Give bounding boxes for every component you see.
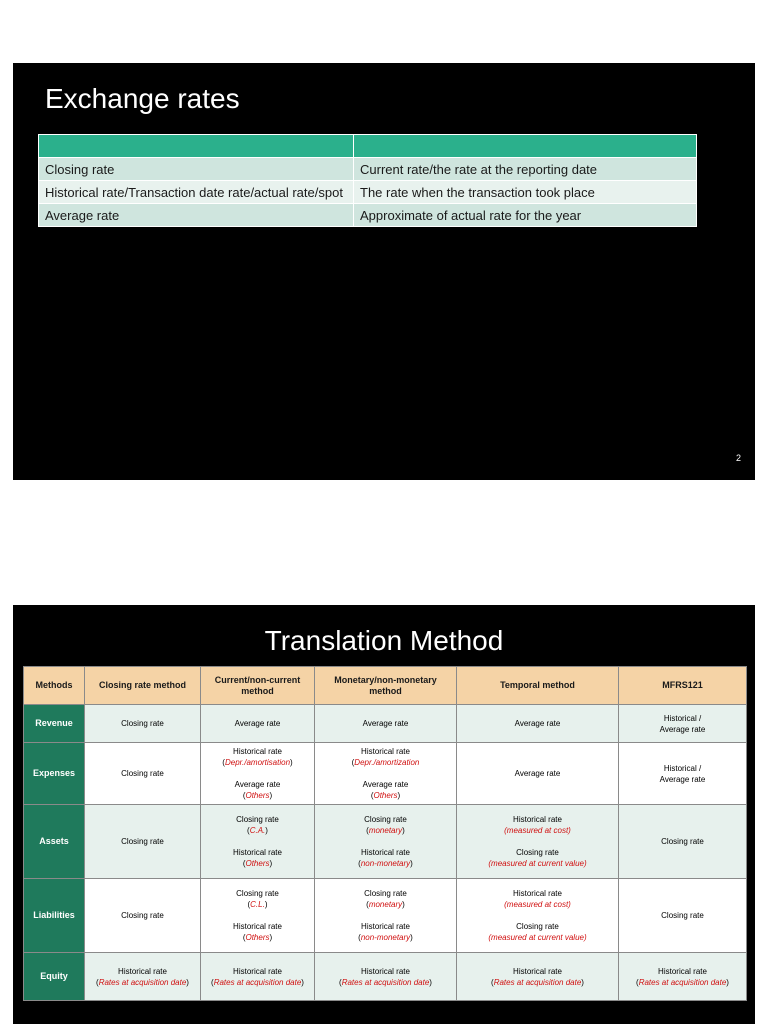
cell-current: Average rate [201,705,315,743]
cell-note: (Others) [242,859,273,868]
note-text: Depr./amortisation [224,758,291,767]
row-label: Expenses [24,743,85,805]
cell-note: (Rates at acquisition date) [211,977,304,987]
header-current-non-current-method: Current/non-current method [201,667,315,705]
cell-current [201,743,315,805]
cell-note: (Rates at acquisition date) [636,977,729,987]
header-cell [354,135,697,158]
note-text: Rates at acquisition date [493,977,582,987]
table-row [39,204,697,227]
header-methods: Methods [24,667,85,705]
cell-note: (monetary) [366,826,405,835]
row-label: Revenue [24,705,85,743]
cell-note: (Depr./amortization [351,758,420,767]
slide-title: Exchange rates [45,83,240,114]
cell-text: Closing rate [236,815,279,824]
slide-title: Translation Method [264,625,504,656]
cell-text: Historical rate [361,848,410,857]
cell-text: Average rate [659,774,706,784]
cell-current [201,953,315,1001]
note-text: Rates at acquisition date [341,977,430,987]
cell-temporal: Average rate [457,743,619,805]
cell-monetary [315,743,457,805]
row-label: Liabilities [24,879,85,953]
table-row-assets [24,805,747,879]
cell-text: Historical rate [233,922,282,931]
cell-text: Historical rate [513,889,562,898]
cell-note: (C.A.) [247,826,268,835]
cell-mfrs: Closing rate [619,879,747,953]
note-text: C.A. [249,826,266,835]
cell-note: (Others) [370,791,401,800]
cell-monetary [315,805,457,879]
table-row [39,181,697,204]
note-text: monetary [368,900,403,909]
cell-note: (Rates at acquisition date) [96,977,189,987]
note-text: Depr./amortization [354,758,420,767]
cell-temporal [457,805,619,879]
cell-mfrs [619,953,747,1001]
cell-monetary [315,879,457,953]
cell-temporal [457,953,619,1001]
cell-text: Closing rate [236,889,279,898]
table-row-revenue [24,705,747,743]
row-label: Assets [24,805,85,879]
cell-temporal [457,879,619,953]
cell-text: Historical / [663,713,702,723]
slide-exchange-rates [13,63,755,480]
note-text: Others [373,791,398,800]
cell-note: (Rates at acquisition date) [339,977,432,987]
note-text: (measured at cost) [504,826,571,835]
note-text: non-monetary [360,933,411,942]
cell-note: (Depr./amortisation) [222,758,293,767]
note-text: (measured at current value) [488,933,587,942]
cell-text: Closing rate [516,922,559,931]
cell-text: Historical rate [361,747,410,756]
cell-text: Historical rate [233,848,282,857]
note-text: non-monetary [360,859,411,868]
cell-text: Historical / [663,763,702,773]
cell-closing: Closing rate [85,879,201,953]
row-label: Equity [24,953,85,1001]
cell-closing: Closing rate [85,705,201,743]
rate-meaning: The rate when the transaction took place [354,181,697,204]
exchange-rates-table [38,134,697,227]
cell-monetary: Average rate [315,705,457,743]
cell-text: Closing rate [516,848,559,857]
cell-text: Historical rate [361,966,410,976]
rate-term: Closing rate [39,158,354,181]
cell-note: (Others) [242,933,273,942]
note-text: (measured at current value) [488,859,587,868]
cell-temporal: Average rate [457,705,619,743]
cell-mfrs: Closing rate [619,805,747,879]
cell-monetary [315,953,457,1001]
cell-closing: Closing rate [85,743,201,805]
rate-meaning: Current rate/the rate at the reporting date [354,158,697,181]
cell-mfrs [619,705,747,743]
cell-current [201,879,315,953]
cell-text: Historical rate [513,815,562,824]
rate-meaning: Approximate of actual rate for the year [354,204,697,227]
cell-text: Historical rate [233,966,282,976]
cell-text: Average rate [659,724,706,734]
note-text: Others [245,859,270,868]
note-text: Rates at acquisition date [213,977,302,987]
cell-text: Average rate [234,780,281,789]
note-text: monetary [368,826,403,835]
cell-note: (monetary) [366,900,405,909]
note-text: C.L. [250,900,265,909]
cell-text: Historical rate [118,966,167,976]
table-row-expenses [24,743,747,805]
table-row-liabilities [24,879,747,953]
slide-translation-method [13,605,755,1024]
cell-note: (non-monetary) [358,859,413,868]
header-closing-rate-method: Closing rate method [85,667,201,705]
note-text: Rates at acquisition date [638,977,727,987]
table-header-row [24,667,747,705]
cell-mfrs [619,743,747,805]
cell-text: Historical rate [233,747,282,756]
note-text: Others [245,791,270,800]
cell-note: (C.L.) [247,900,268,909]
cell-note: (non-monetary) [358,933,413,942]
cell-note: (Others) [242,791,273,800]
rate-term: Average rate [39,204,354,227]
header-mfrs121: MFRS121 [619,667,747,705]
translation-method-table [23,666,747,1001]
header-monetary-non-monetary-method: Monetary/non-monetary method [315,667,457,705]
cell-text: Historical rate [658,966,707,976]
header-cell [39,135,354,158]
cell-text: Closing rate [364,889,407,898]
rate-term: Historical rate/Transaction date rate/actual rate/spot [39,181,354,204]
header-temporal-method: Temporal method [457,667,619,705]
cell-current [201,805,315,879]
table-row-equity [24,953,747,1001]
cell-note: (Rates at acquisition date) [491,977,584,987]
note-text: (measured at cost) [504,900,571,909]
cell-text: Closing rate [364,815,407,824]
cell-closing [85,953,201,1001]
table-row [39,158,697,181]
page-number: 2 [735,453,741,463]
cell-closing: Closing rate [85,805,201,879]
cell-text: Average rate [362,780,409,789]
note-text: Others [245,933,270,942]
cell-text: Historical rate [361,922,410,931]
cell-text: Historical rate [513,966,562,976]
note-text: Rates at acquisition date [98,977,187,987]
table-header-row [39,135,697,158]
